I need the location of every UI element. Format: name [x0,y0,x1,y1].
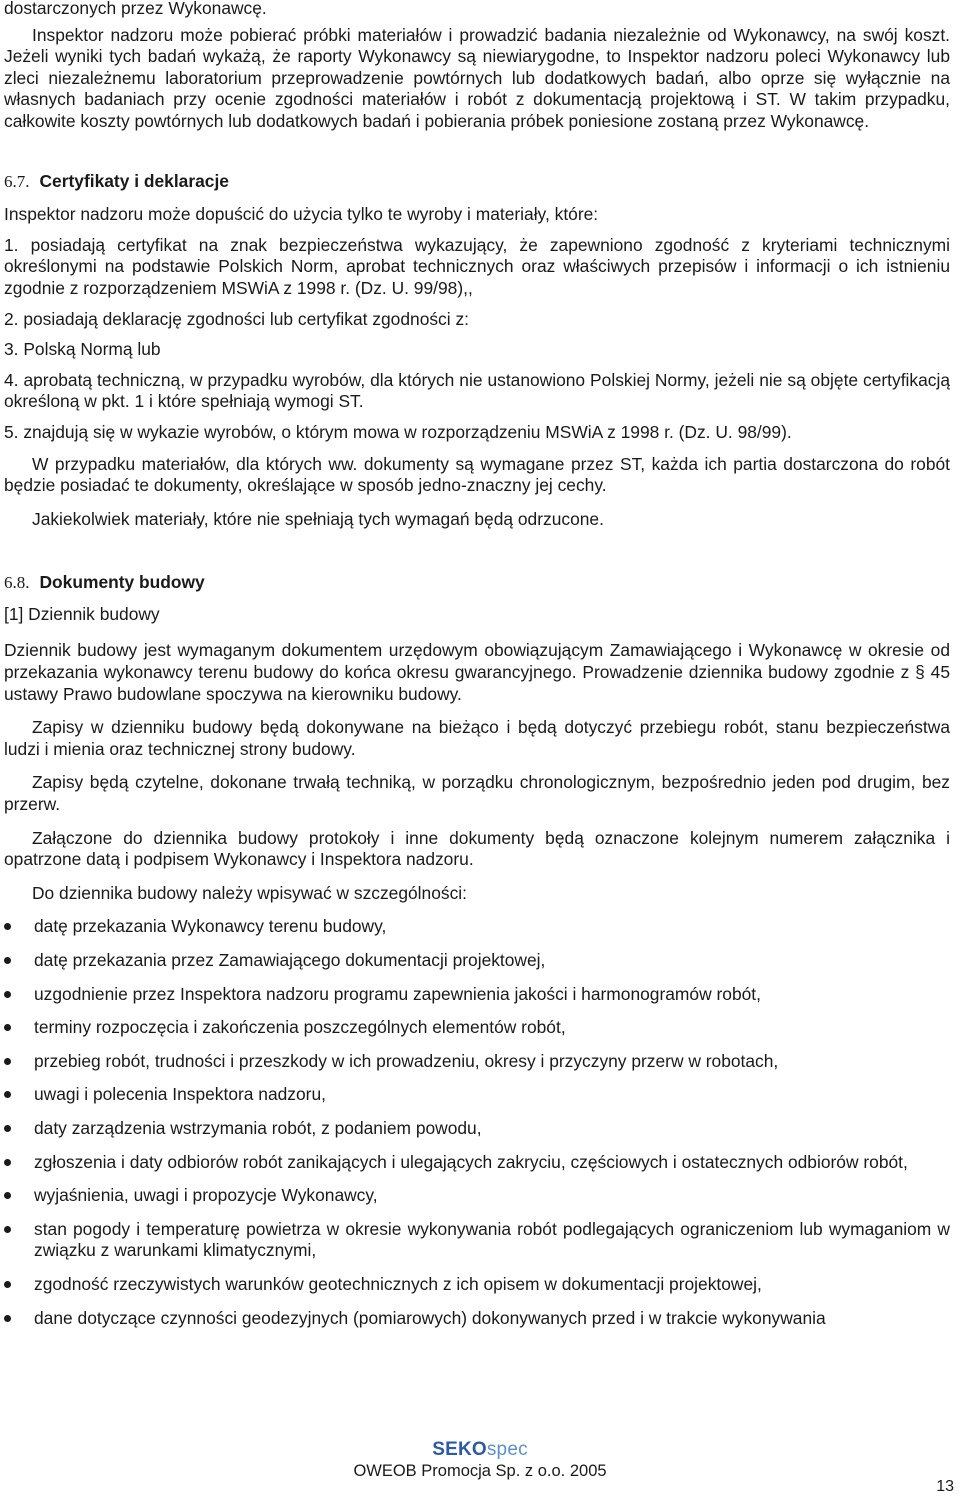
list-item: daty zarządzenia wstrzymania robót, z podaniem powodu, [4,1118,950,1140]
certificate-requirements-list [4,235,950,444]
page-footer [0,1440,960,1481]
paragraph-diary-attachments: Załączone do dziennika budowy protokoły i inne dokumenty będą oznaczone kolejnym numerem załącznika i opatrzone datą i podpisem Wykonawcy i Inspektora nadzoru. [4,827,950,870]
list-item: uzgodnienie przez Inspektora nadzoru programu zapewnienia jakości i harmonogramów robót, [4,984,950,1006]
bullet-icon [4,957,11,964]
list-item: terminy rozpoczęcia i zakończenia poszczególnych elementów robót, [4,1017,950,1039]
bullet-icon [4,1024,11,1031]
list-item: 5. znajdują się w wykazie wyrobów, o którym mowa w rozporządzeniu MSWiA z 1998 r. (Dz. U. 98/99). [4,421,792,442]
paragraph-diary-entries: Zapisy w dzienniku budowy będą dokonywane na bieżąco i będą dotyczyć przebiegu robót, stanu bezpieczeństwa ludzi i mienia oraz technicznej strony budowy. [4,717,950,759]
list-item: 3. Polską Normą lub [4,339,161,360]
list-item: 2. posiadają deklarację zgodności lub certyfikat zgodności z: [4,308,469,329]
section-intro: Inspektor nadzoru może dopuścić do użycia tylko te wyroby i materiały, które: [4,204,599,225]
paragraph-rejection: Jakiekolwiek materiały, które nie spełniają tych wymagań będą odrzucone. [32,508,604,529]
footer-company: OWEOB Promocja Sp. z o.o. 2005 [353,1462,607,1480]
list-item: 1. posiadają certyfikat na znak bezpieczeństwa wykazujący, że zapewniono zgodność z kryteriami technicznymi określonymi na podstawie Polskich Norm, aprobat technicznych oraz właściwych przepisów i informacji o ich istnieniu zgodnie z rozporządzeniem MSWiA z 1998 r. (Dz. U. 99/98),, [4,234,950,298]
bullet-icon [4,1058,11,1065]
section-title: Dokumenty budowy [39,572,205,593]
list-item: dane dotyczące czynności geodezyjnych (pomiarowych) dokonywanych przed i w trakcie wykonywania [4,1308,950,1330]
bullet-icon [4,991,11,998]
paragraph-independent-testing: Inspektor nadzoru może pobierać próbki materiałów i prowadzić badania niezależnie od Wykonawcy, na swój koszt. Jeżeli wyniki tych badań wykażą, że raporty Wykonawcy są niewiarygodne, to Inspektor nadzoru poleci Wykonawcy lub zleci niezależnemu laboratorium przeprowadzenie powtórnych lub dodatkowych badań, albo oprze się wyłącznie na własnych badaniach przy ocenie zgodności materiałów i robót z dokumentacją projektową i ST. W takim przypadku, całkowite koszty powtórnych lub dodatkowych badań i pobierania próbek poniesione zostaną przez Wykonawcę. [4,24,950,131]
list-item: przebieg robót, trudności i przeszkody w ich prowadzeniu, okresy i przyczyny przerw w robotach, [4,1051,950,1073]
page-number: 13 [936,1478,954,1495]
bullet-icon [4,923,11,930]
list-item: datę przekazania przez Zamawiającego dokumentacji projektowej, [4,950,950,972]
section-heading-6-8 [4,572,950,594]
bullet-icon [4,1281,11,1288]
brand-logo: SEKOspec [432,1439,528,1460]
diary-contents-list [4,916,950,1329]
page-content [4,0,950,1329]
list-item: zgodność rzeczywistych warunków geotechnicznych z ich opisem w dokumentacji projektowej, [4,1274,950,1296]
continued-line: dostarczonych przez Wykonawcę. [4,0,267,18]
subsection-heading: [1] Dziennik budowy [4,603,160,624]
list-item: zgłoszenia i daty odbiorów robót zanikających i ulegających zakryciu, częściowych i ostatecznych odbiorów robót, [4,1152,950,1174]
paragraph-documents-required: W przypadku materiałów, dla których ww. dokumenty są wymagane przez ST, każda ich partia dostarczona do robót będzie posiadać te dokumenty, określające w sposób jedno-znaczny jej cechy. [4,453,950,496]
list-item: uwagi i polecenia Inspektora nadzoru, [4,1084,950,1106]
bullet-icon [4,1315,11,1322]
bullet-icon [4,1226,11,1233]
list-item: stan pogody i temperaturę powietrza w okresie wykonywania robót podlegających ograniczeniom lub wymaganiom w związku z warunkami klimatycznymi, [4,1219,950,1262]
paragraph-diary-definition: Dziennik budowy jest wymaganym dokumentem urzędowym obowiązującym Zamawiającego i Wykonawcę w okresie od przekazania wykonawcy terenu budowy do końca okresu gwarancyjnego. Prowadzenie dziennika budowy zgodnie z § 45 ustawy Prawo budowlane spoczywa na kierowniku budowy. [4,640,950,704]
section-heading-6-7 [4,171,950,193]
list-item: 4. aprobatą techniczną, w przypadku wyrobów, dla których nie ustanowiono Polskiej Normy, jeżeli nie są objęte certyfikacją określoną w pkt. 1 i które spełniają wymogi ST. [4,369,950,412]
section-title: Certyfikaty i deklaracje [39,170,229,191]
section-number: 6.8. [4,573,30,593]
list-item: wyjaśnienia, uwagi i propozycje Wykonawcy, [4,1185,950,1207]
bullet-icon [4,1125,11,1132]
paragraph-diary-legibility: Zapisy będą czytelne, dokonane trwałą techniką, w porządku chronologicznym, bezpośrednio jeden pod drugim, bez przerw. [4,772,950,815]
section-number: 6.7. [4,171,30,191]
bullet-icon [4,1159,11,1166]
bullet-icon [4,1091,11,1098]
paragraph-diary-contents-intro: Do dziennika budowy należy wpisywać w szczególności: [32,882,467,903]
list-item: datę przekazania Wykonawcy terenu budowy, [4,916,950,938]
bullet-icon [4,1192,11,1199]
